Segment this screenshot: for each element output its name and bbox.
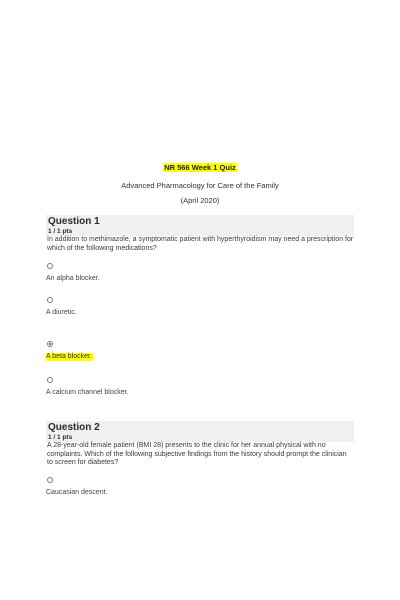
question-label: Question 2 [46, 421, 354, 434]
question-label: Question 1 [46, 215, 354, 228]
course-subtitle: Advanced Pharmacology for Care of the Family [121, 181, 279, 190]
quiz-title: NR 566 Week 1 Quiz [164, 163, 236, 172]
radio-button-selected[interactable] [47, 341, 53, 347]
document-header [0, 157, 400, 205]
quiz-date: (April 2020) [180, 196, 220, 205]
answer-label: A beta blocker. [46, 353, 92, 360]
question-2 [46, 421, 354, 468]
radio-button[interactable] [47, 297, 53, 303]
radio-button[interactable] [47, 477, 53, 483]
question-1 [46, 215, 354, 253]
answer-label: A diuretic. [46, 309, 77, 316]
answer-label: An alpha blocker. [46, 275, 100, 282]
question-points: 1 / 1 pts [46, 434, 354, 442]
answer-label: A calcium channel blocker. [46, 389, 129, 396]
answer-label: Caucasian descent. [46, 489, 108, 496]
question-points: 1 / 1 pts [46, 228, 354, 236]
question-text: In addition to methimazole, a symptomatic patient with hyperthyroidism may need a prescription for which of the following medications? [47, 236, 354, 252]
question-text: A 28-year-old female patient (BMI 28) presents to the clinic for her annual physical with no complaints. Which of the following subjective findings from the history should prompt the clinician to screen for diabetes? [47, 442, 347, 466]
radio-button[interactable] [47, 377, 53, 383]
radio-button[interactable] [47, 263, 53, 269]
